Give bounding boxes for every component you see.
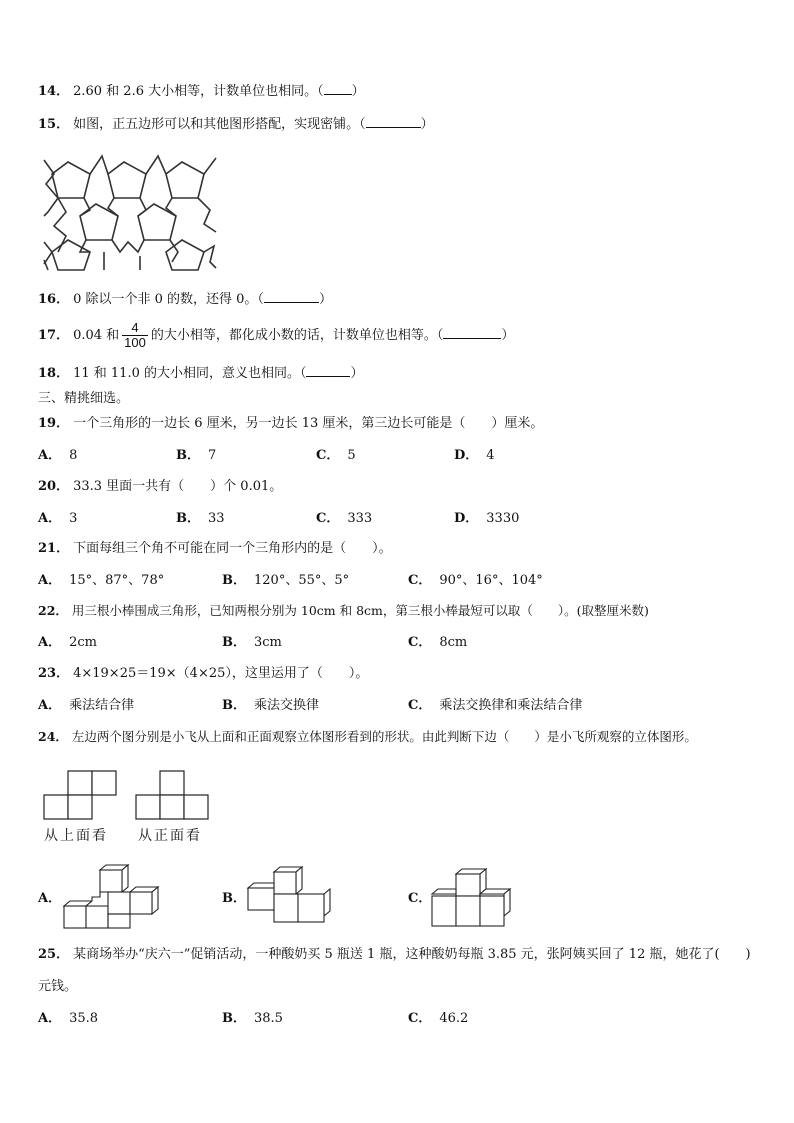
top-view-label: 从上面看: [44, 828, 108, 844]
option-c[interactable]: [408, 1010, 468, 1028]
fraction-4-over-100: [122, 321, 148, 350]
option-letter: C．: [408, 1011, 432, 1026]
question-text-pre: 0.04 和: [73, 328, 120, 343]
option-letter: B．: [222, 1011, 246, 1026]
question-24: [38, 728, 697, 746]
option-value: 3330: [486, 511, 520, 526]
option-value: 3: [69, 511, 78, 526]
option-letter: C．: [316, 511, 340, 526]
option-value: 7: [208, 448, 217, 463]
option-a[interactable]: [38, 510, 77, 528]
question-15: [38, 115, 434, 134]
question-18: [38, 364, 364, 383]
paren-close: ）: [351, 84, 365, 99]
question-21: [38, 540, 392, 558]
option-b[interactable]: [222, 1010, 283, 1028]
front-view-figure: [136, 770, 210, 820]
option-letter: B．: [176, 511, 200, 526]
option-b[interactable]: [176, 447, 216, 465]
option-a[interactable]: [38, 572, 164, 590]
option-letter: B．: [222, 573, 246, 588]
question-17: [38, 318, 514, 354]
cube-figure-a: [64, 864, 160, 930]
option-c[interactable]: [408, 634, 467, 652]
cube-figure-c: [432, 868, 516, 930]
fraction-denominator: 100: [124, 335, 146, 350]
question-number: 15．: [38, 117, 70, 132]
answer-blank[interactable]: [443, 326, 501, 339]
question-19: [38, 415, 543, 433]
top-view-figure: [44, 770, 118, 820]
option-letter: A．: [38, 698, 62, 713]
question-text: 一个三角形的一边长 6 厘米，另一边长 13 厘米，第三边长可能是（ ）厘米。: [73, 416, 544, 431]
question-text: 下面每组三个角不可能在同一个三角形内的是（ ）。: [73, 541, 392, 556]
option-letter: B．: [176, 448, 200, 463]
question-text: 0 除以一个非 0 的数，还得 0。（: [73, 292, 264, 307]
option-letter: A．: [38, 448, 62, 463]
option-value: 8: [69, 448, 78, 463]
option-letter: D．: [454, 448, 479, 463]
option-value: 8cm: [439, 635, 468, 650]
question-number: 23．: [38, 666, 70, 681]
paren-close: ）: [501, 328, 515, 343]
option-b[interactable]: [222, 697, 319, 715]
question-25: [38, 946, 751, 964]
question-number: 24．: [38, 729, 68, 744]
question-14: [38, 82, 365, 101]
question-text: 左边两个图分别是小飞从上面和正面观察立体图形看到的形状。由此判断下边（ ）是小飞所观察的立体图形。: [71, 729, 697, 744]
pentagon-tessellation-figure: [44, 152, 216, 270]
option-a[interactable]: [38, 1010, 98, 1028]
question-number: 18．: [38, 366, 70, 381]
option-b[interactable]: [222, 634, 282, 652]
question-number: 16．: [38, 292, 70, 307]
option-b[interactable]: [176, 510, 225, 528]
question-number: 22．: [38, 603, 68, 618]
answer-blank[interactable]: [366, 115, 421, 128]
option-letter: A．: [38, 573, 62, 588]
question-text: 某商场举办“庆六一”促销活动，一种酸奶买 5 瓶送 1 瓶，这种酸奶每瓶 3.85 元，张阿姨买回了 12 瓶，她花了( ): [73, 947, 751, 962]
option-value: 5: [347, 448, 356, 463]
option-value: 4: [486, 448, 495, 463]
question-number: 25．: [38, 947, 70, 962]
paren-close: ）: [318, 292, 332, 307]
paren-close: ）: [350, 366, 364, 381]
option-letter: B．: [222, 635, 246, 650]
question-23: [38, 665, 368, 683]
option-a[interactable]: [38, 634, 97, 652]
option-d[interactable]: [454, 510, 519, 528]
option-letter: C．: [316, 448, 340, 463]
option-value: 38.5: [254, 1011, 283, 1026]
question-number: 20．: [38, 479, 70, 494]
option-value: 46.2: [439, 1011, 469, 1026]
question-22: [38, 602, 649, 620]
question-text: 的大小相等，都化成小数的话，计数单位也相等。（: [150, 328, 444, 343]
question-number: 21．: [38, 541, 70, 556]
option-value: 乘法交换律: [254, 698, 320, 713]
question-number: 19．: [38, 416, 70, 431]
option-letter: C．: [408, 698, 432, 713]
option-value: 乘法结合律: [69, 698, 135, 713]
option-value: 333: [347, 511, 373, 526]
option-a[interactable]: [38, 697, 134, 715]
question-25-continued: 元钱。: [38, 979, 78, 994]
cube-figure-b: [248, 866, 332, 926]
question-text: 33.3 里面一共有（ ）个 0.01。: [73, 479, 283, 494]
option-b[interactable]: [222, 890, 246, 908]
option-letter: D．: [454, 511, 479, 526]
answer-blank[interactable]: [306, 364, 350, 377]
option-a[interactable]: [38, 890, 61, 908]
option-letter: B．: [222, 698, 246, 713]
option-value: 35.8: [69, 1011, 99, 1026]
question-text: 2.60 和 2.6 大小相等，计数单位也相同。（: [73, 84, 324, 99]
option-value: 3cm: [254, 635, 282, 650]
option-letter: A．: [38, 635, 62, 650]
option-letter: C．: [408, 573, 432, 588]
question-text: 11 和 11.0 的大小相同，意义也相同。（: [73, 366, 307, 381]
option-c[interactable]: [408, 890, 431, 908]
front-view-label: 从正面看: [138, 828, 202, 844]
option-value: 15°、87°、78°: [69, 573, 165, 588]
question-text: 如图，正五边形可以和其他图形搭配，实现密铺。（: [73, 117, 366, 132]
option-c[interactable]: [408, 697, 582, 715]
option-letter: A．: [38, 891, 62, 906]
option-value: 乘法交换律和乘法结合律: [439, 698, 583, 713]
option-letter: C．: [408, 891, 432, 906]
fraction-numerator: 4: [122, 321, 148, 336]
answer-blank[interactable]: [264, 290, 319, 303]
option-value: 90°、16°、104°: [439, 573, 543, 588]
option-d[interactable]: [454, 447, 495, 465]
option-letter: A．: [38, 511, 62, 526]
paren-close: ）: [420, 117, 434, 132]
option-value: 120°、55°、5°: [254, 573, 350, 588]
question-number: 14．: [38, 84, 70, 99]
option-c[interactable]: [316, 447, 356, 465]
question-20: [38, 478, 282, 496]
question-number: 17．: [38, 328, 70, 343]
option-value: 2cm: [69, 635, 97, 650]
question-text: 用三根小棒围成三角形，已知两根分别为 10cm 和 8cm，第三根小棒最短可以取（ ）。(取整厘米数): [71, 603, 649, 618]
option-c[interactable]: [316, 510, 372, 528]
option-value: 33: [208, 511, 225, 526]
option-a[interactable]: [38, 447, 77, 465]
section-heading: 三、精挑细选。: [38, 391, 130, 406]
option-letter: A．: [38, 1011, 62, 1026]
question-16: [38, 290, 332, 309]
option-letter: B．: [222, 891, 246, 906]
option-letter: C．: [408, 635, 432, 650]
answer-blank[interactable]: [324, 82, 352, 95]
question-text: 4×19×25＝19×（4×25），这里运用了（ ）。: [73, 666, 369, 681]
option-c[interactable]: [408, 572, 543, 590]
option-b[interactable]: [222, 572, 349, 590]
